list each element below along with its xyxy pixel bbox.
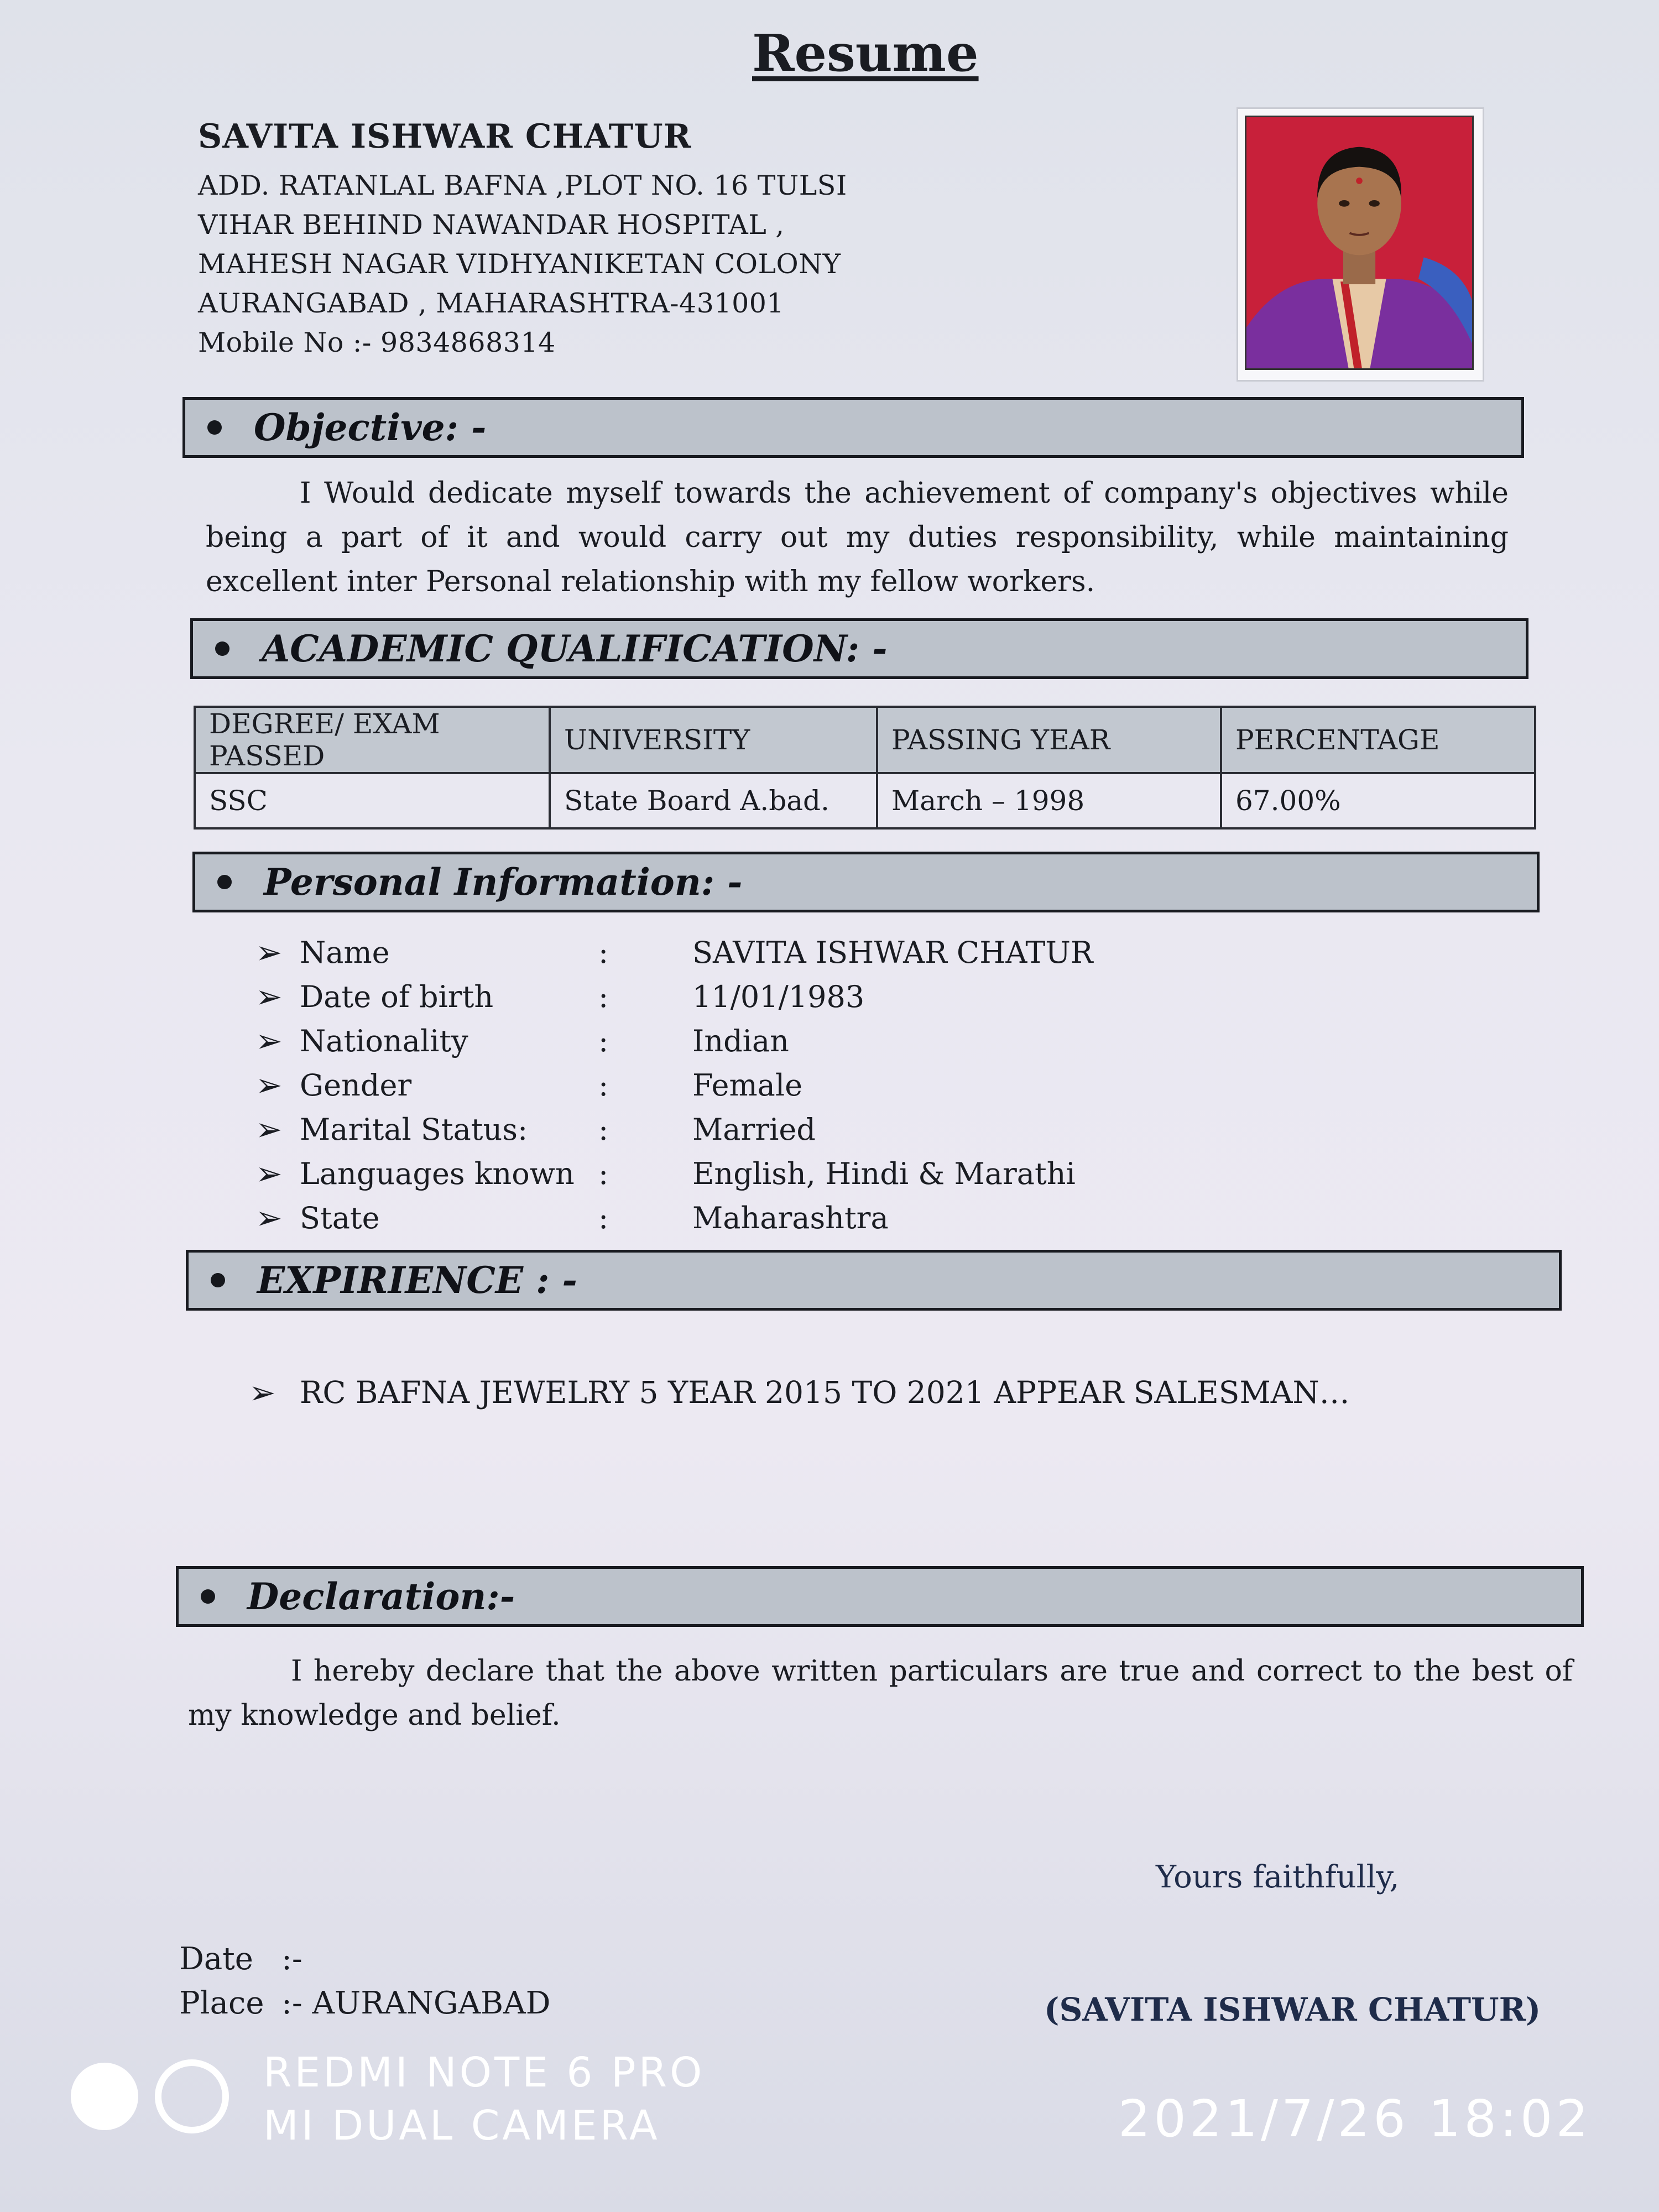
list-item bbox=[255, 930, 1093, 974]
info-value: Maharashtra bbox=[692, 1200, 889, 1235]
bullet-icon bbox=[215, 641, 229, 656]
info-label: Marital Status: bbox=[300, 1112, 528, 1147]
closing-salutation: Yours faithfully, bbox=[1156, 1859, 1400, 1895]
camera-logo bbox=[71, 2063, 229, 2133]
date-place-block bbox=[179, 1937, 551, 2025]
table-cell: State Board A.bad. bbox=[550, 773, 877, 828]
column-header: UNIVERSITY bbox=[550, 707, 877, 773]
capture-timestamp: 2021/7/26 18:02 bbox=[1118, 2089, 1592, 2148]
bullet-icon bbox=[217, 875, 232, 889]
address-line: VIHAR BEHIND NAWANDAR HOSPITAL , bbox=[198, 209, 785, 241]
date-value: :- bbox=[281, 1940, 302, 1977]
info-separator: : bbox=[598, 1112, 609, 1147]
info-separator: : bbox=[598, 1067, 609, 1103]
info-label: Name bbox=[300, 935, 390, 970]
section-title: Objective: - bbox=[254, 406, 487, 449]
info-label: Date of birth bbox=[300, 979, 494, 1014]
section-title: ACADEMIC QUALIFICATION: - bbox=[262, 627, 888, 670]
signature-name: (SAVITA ISHWAR CHATUR) bbox=[1044, 1991, 1541, 2028]
list-item bbox=[255, 1063, 1093, 1107]
arrow-bullet-icon: ➢ bbox=[255, 1022, 283, 1060]
camera-type: MI DUAL CAMERA bbox=[263, 2102, 660, 2150]
info-label: Gender bbox=[300, 1067, 412, 1103]
info-label: Nationality bbox=[300, 1023, 468, 1058]
arrow-bullet-icon: ➢ bbox=[255, 1199, 283, 1237]
info-separator: : bbox=[598, 1023, 609, 1058]
info-value: Married bbox=[692, 1112, 816, 1147]
ring-circle-icon bbox=[155, 2059, 229, 2133]
table-cell: March – 1998 bbox=[877, 773, 1221, 828]
place-value: :- AURANGABAD bbox=[281, 1985, 551, 2021]
info-separator: : bbox=[598, 935, 609, 970]
camera-watermark bbox=[263, 2046, 705, 2152]
section-title: EXPIRIENCE : - bbox=[257, 1259, 577, 1302]
academic-table bbox=[194, 706, 1536, 830]
section-declaration-header bbox=[176, 1566, 1584, 1627]
contact-header bbox=[198, 117, 847, 362]
info-value: SAVITA ISHWAR CHATUR bbox=[692, 935, 1093, 970]
section-objective-header bbox=[182, 397, 1524, 458]
info-separator: : bbox=[598, 1200, 609, 1235]
arrow-bullet-icon: ➢ bbox=[249, 1374, 276, 1411]
profile-photo bbox=[1237, 107, 1484, 382]
section-title: Declaration:- bbox=[247, 1575, 515, 1618]
info-label: Languages known bbox=[300, 1156, 575, 1191]
table-cell: 67.00% bbox=[1221, 773, 1535, 828]
info-value: Indian bbox=[692, 1023, 789, 1058]
arrow-bullet-icon: ➢ bbox=[255, 1110, 283, 1148]
table-row bbox=[195, 773, 1535, 828]
arrow-bullet-icon: ➢ bbox=[255, 1066, 283, 1104]
date-label: Date bbox=[179, 1940, 253, 1977]
document-title: Resume bbox=[752, 23, 979, 83]
arrow-bullet-icon: ➢ bbox=[255, 1155, 283, 1192]
list-item bbox=[255, 1196, 1093, 1240]
address-line: AURANGABAD , MAHARASHTRA-431001 bbox=[198, 288, 785, 319]
place-row bbox=[179, 1981, 551, 2025]
experience-text: RC BAFNA JEWELRY 5 YEAR 2015 TO 2021 APPEAR SALESMAN… bbox=[300, 1375, 1350, 1410]
info-value: Female bbox=[692, 1067, 803, 1103]
objective-text: I Would dedicate myself towards the achievement of company's objectives while being a part of it and would carry out my duties responsibility, while maintaining excellent inter Personal relationship with my fellow workers. bbox=[206, 477, 1509, 598]
applicant-name: SAVITA ISHWAR CHATUR bbox=[198, 117, 692, 156]
list-item bbox=[255, 1019, 1093, 1063]
address-line: MAHESH NAGAR VIDHYANIKETAN COLONY bbox=[198, 248, 841, 280]
declaration-text: I hereby declare that the above written particulars are true and correct to the best of my knowledge and belief. bbox=[188, 1655, 1573, 1732]
section-academic-header bbox=[190, 618, 1528, 679]
list-item bbox=[255, 974, 1093, 1019]
arrow-bullet-icon: ➢ bbox=[255, 978, 283, 1015]
arrow-bullet-icon: ➢ bbox=[255, 933, 283, 971]
info-label: State bbox=[300, 1200, 380, 1235]
info-separator: : bbox=[598, 1156, 609, 1191]
experience-item bbox=[249, 1374, 1350, 1411]
info-value: English, Hindi & Marathi bbox=[692, 1156, 1076, 1191]
info-separator: : bbox=[598, 979, 609, 1014]
table-header-row bbox=[195, 707, 1535, 773]
info-value: 11/01/1983 bbox=[692, 979, 865, 1014]
personal-info-list bbox=[255, 930, 1093, 1240]
place-label: Place bbox=[179, 1985, 264, 2021]
portrait-image bbox=[1245, 116, 1474, 370]
section-experience-header bbox=[186, 1250, 1562, 1311]
list-item bbox=[255, 1151, 1093, 1196]
camera-model: REDMI NOTE 6 PRO bbox=[263, 2049, 705, 2096]
column-header: PERCENTAGE bbox=[1221, 707, 1535, 773]
filled-circle-icon bbox=[71, 2063, 138, 2130]
column-header: DEGREE/ EXAM PASSED bbox=[195, 707, 550, 773]
bullet-icon bbox=[201, 1589, 215, 1604]
date-row bbox=[179, 1937, 551, 1981]
table-cell: SSC bbox=[195, 773, 550, 828]
address-line: ADD. RATANLAL BAFNA ,PLOT NO. 16 TULSI bbox=[198, 170, 847, 201]
mobile-number: Mobile No :- 9834868314 bbox=[198, 327, 556, 358]
list-item bbox=[255, 1107, 1093, 1151]
column-header: PASSING YEAR bbox=[877, 707, 1221, 773]
bullet-icon bbox=[207, 420, 222, 435]
section-personal-header bbox=[192, 852, 1540, 912]
bullet-icon bbox=[211, 1273, 225, 1287]
section-title: Personal Information: - bbox=[264, 860, 743, 904]
